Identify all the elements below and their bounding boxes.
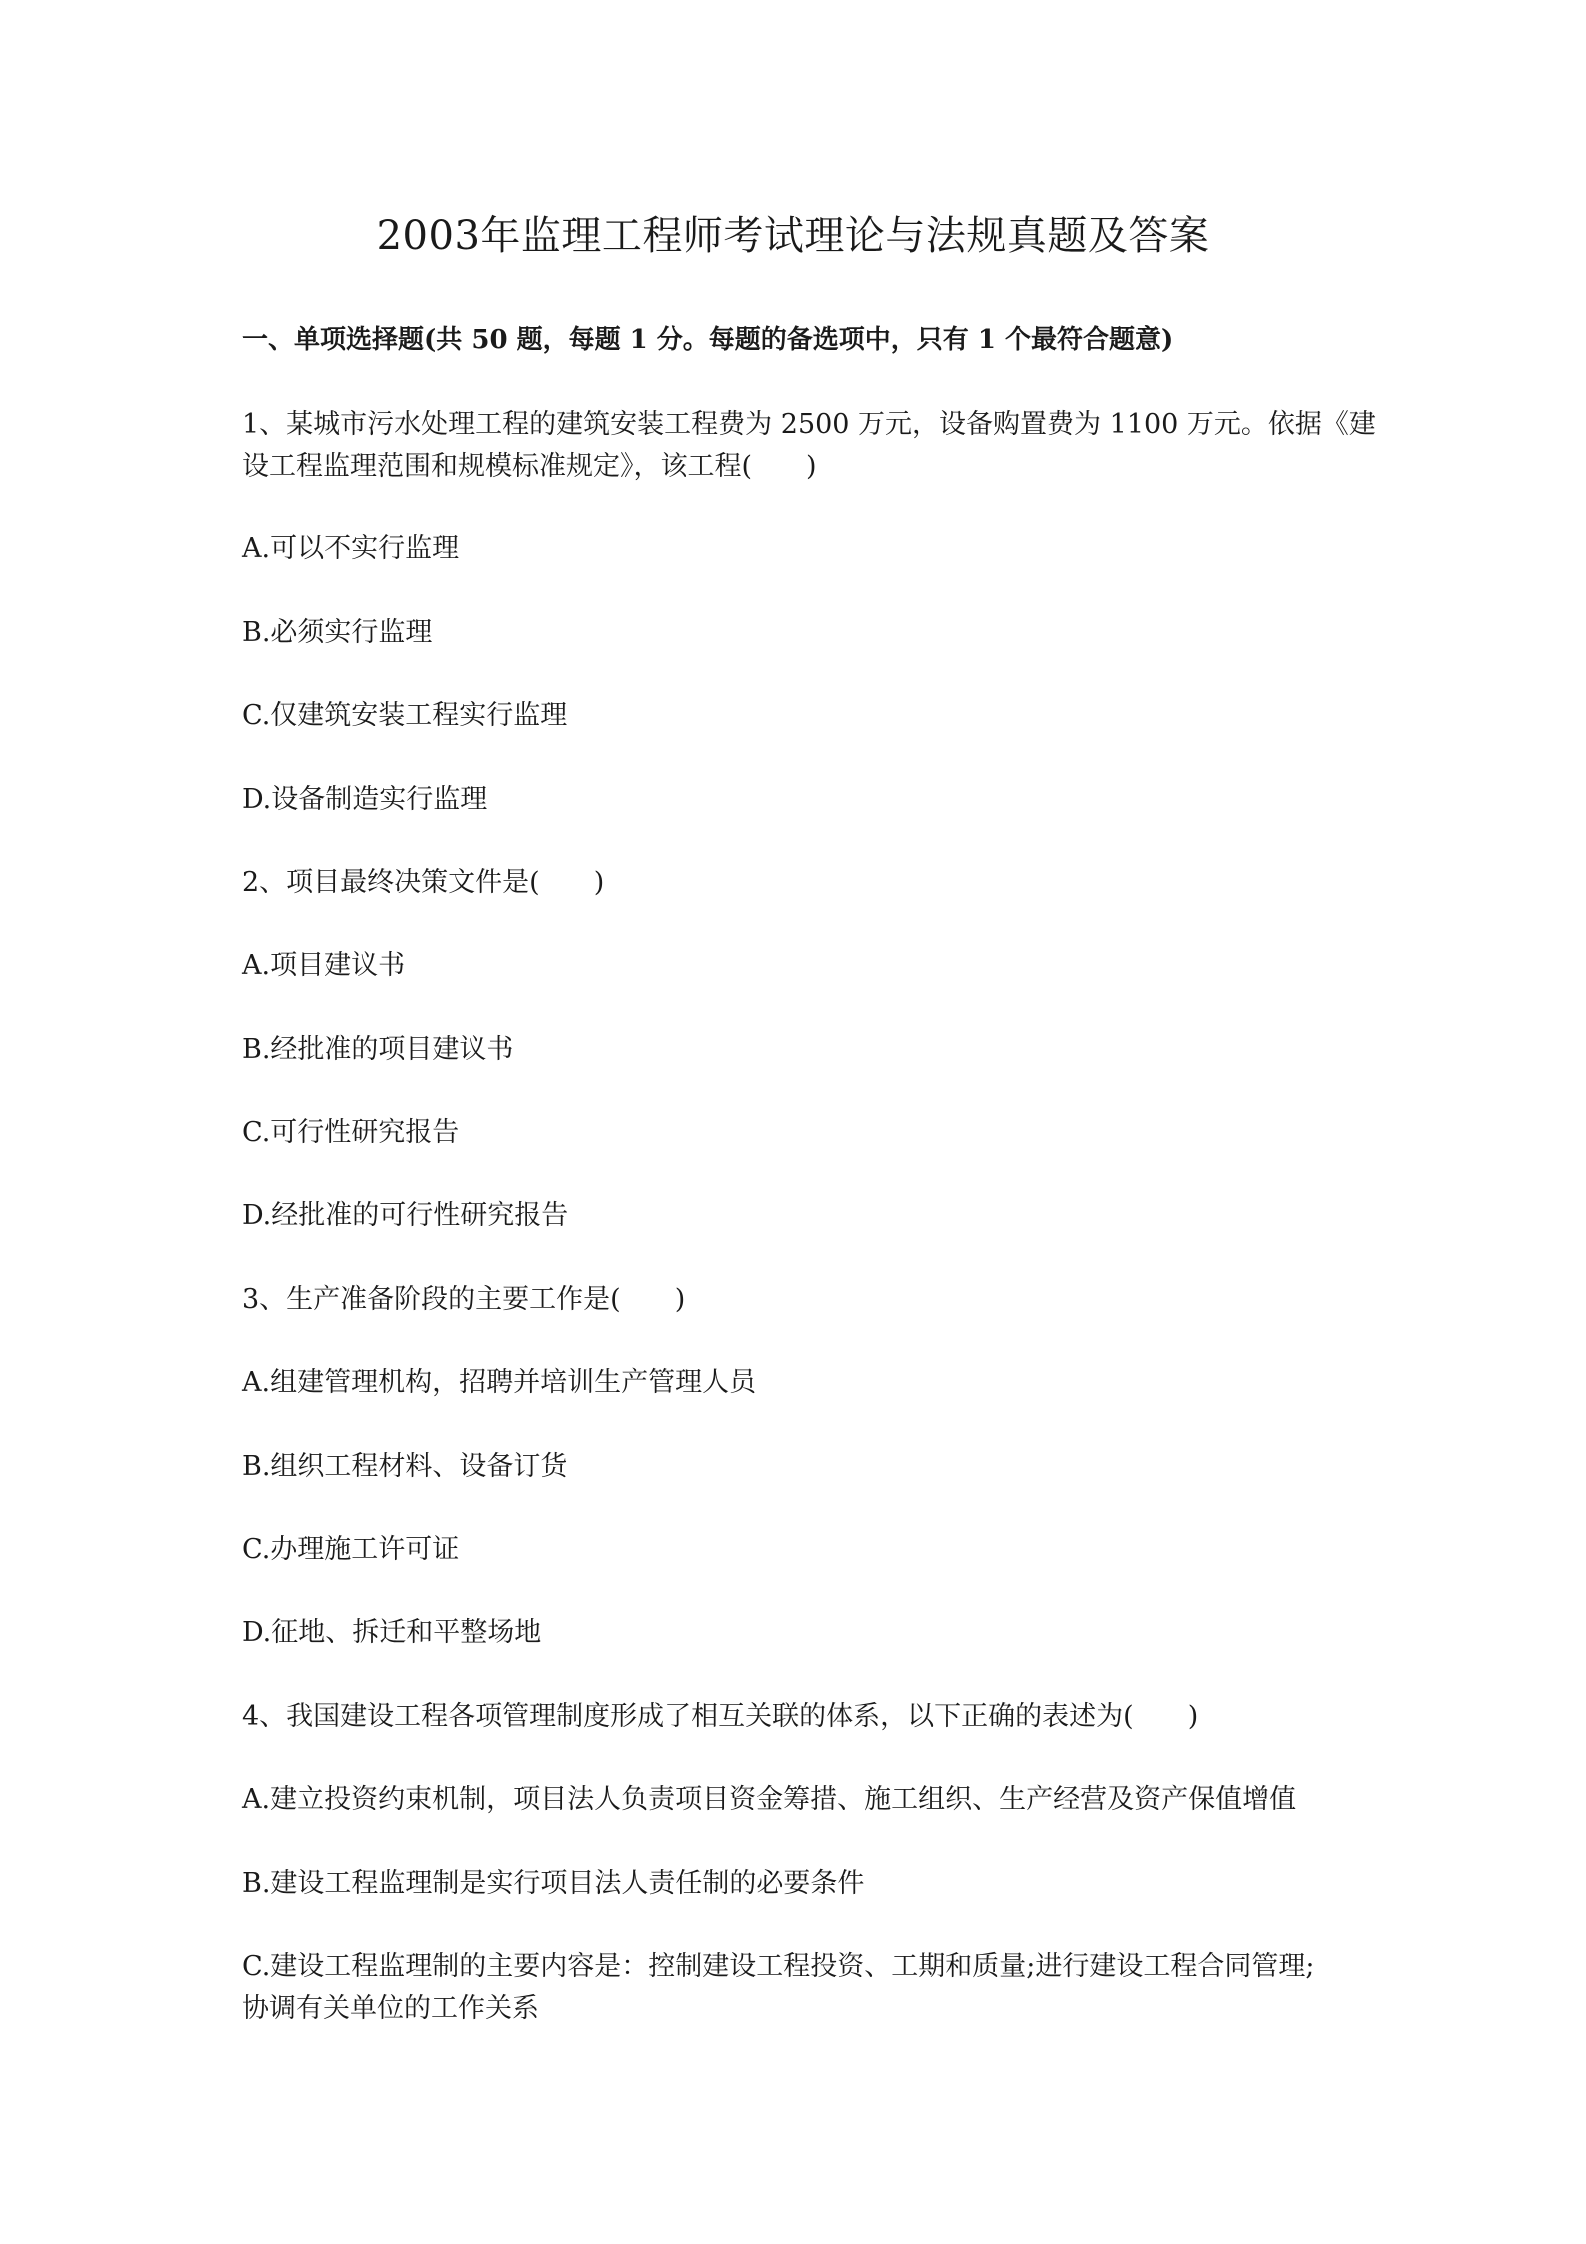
question-3-option-b: B.组织工程材料、设备订货 [242,1451,568,1482]
question-2-option-b: B.经批准的项目建议书 [242,1034,514,1065]
question-2-option-c: C.可行性研究报告 [242,1117,460,1148]
question-3-stem: 3、生产准备阶段的主要工作是( ) [242,1284,686,1315]
question-4-option-c-line-2: 协调有关单位的工作关系 [242,1993,539,2024]
question-1-stem-line-2: 设工程监理范围和规模标准规定》，该工程( ) [242,451,817,482]
question-3-option-a: A.组建管理机构，招聘并培训生产管理人员 [242,1367,757,1398]
question-3-option-c: C.办理施工许可证 [242,1534,460,1565]
question-1-option-b: B.必须实行监理 [242,617,433,648]
document-title: 2003年监理工程师考试理论与法规真题及答案 [376,213,1210,259]
question-4-stem: 4、我国建设工程各项管理制度形成了相互关联的体系，以下正确的表述为( ) [242,1701,1199,1732]
question-3-option-d: D.征地、拆迁和平整场地 [242,1617,542,1648]
question-1-stem-line-1: 1、某城市污水处理工程的建筑安装工程费为 2500 万元，设备购置费为 1100 万元。依据《建 [242,409,1376,440]
question-2-stem: 2、项目最终决策文件是( ) [242,867,605,898]
question-2-option-d: D.经批准的可行性研究报告 [242,1200,569,1231]
question-4-option-c-line-1: C.建设工程监理制的主要内容是：控制建设工程投资、工期和质量;进行建设工程合同管理; [242,1951,1315,1982]
section-heading: 一、单项选择题(共 50 题，每题 1 分。每题的备选项中，只有 1 个最符合题意) [242,325,1174,355]
question-1-option-a: A.可以不实行监理 [242,533,460,564]
question-4-option-a: A.建立投资约束机制，项目法人负责项目资金筹措、施工组织、生产经营及资产保值增值 [242,1784,1297,1815]
question-4-option-b: B.建设工程监理制是实行项目法人责任制的必要条件 [242,1868,865,1899]
question-1-option-c: C.仅建筑安装工程实行监理 [242,700,568,731]
question-1-option-d: D.设备制造实行监理 [242,784,488,815]
question-2-option-a: A.项目建议书 [242,950,406,981]
